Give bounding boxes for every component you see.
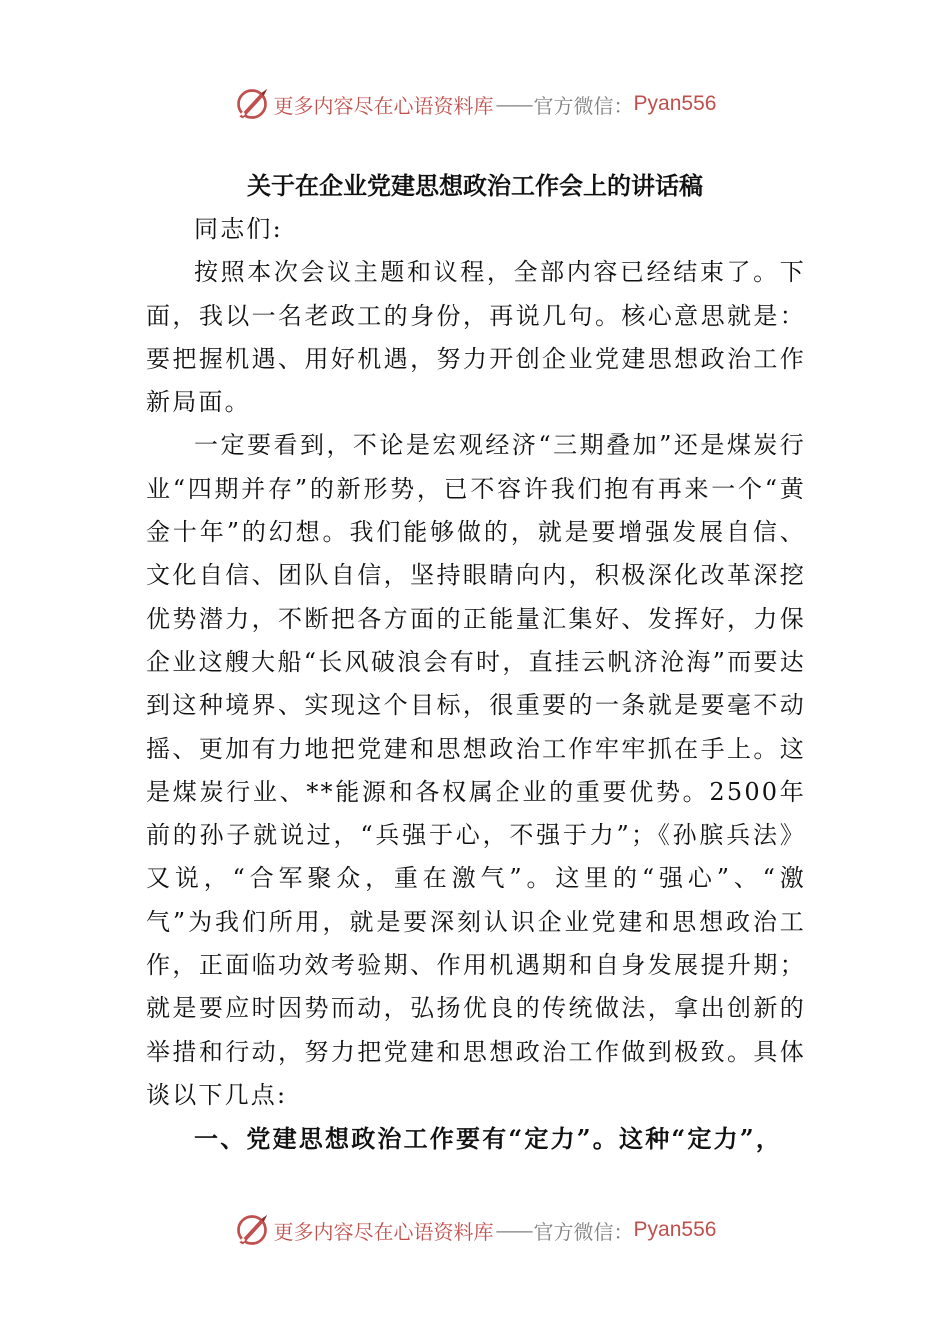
watermark-footer [0,1210,950,1250]
quill-pen-logo-icon [234,1212,270,1248]
watermark-wechat-label: 官方微信： [533,93,634,118]
watermark-wechat-label: 官方微信： [533,1219,634,1244]
watermark-site-name: 更多内容尽在心语资料库 [273,1219,494,1244]
quill-pen-logo-icon [234,86,270,122]
body-paragraph: 一定要看到，不论是宏观经济“三期叠加”还是煤炭行业“四期并存”的新形势，已不容许我们抱有再来一个“黄金十年”的幻想。我们能够做的，就是要增强发展自信、文化自信、团队自信，坚持眼睛向内，积极深化改革深挖优势潜力，不断把各方面的正能量汇集好、发挥好，力保企业这艘大船“长风破浪会有时，直挂云帆济沧海”而要达到这种境界、实现这个目标，很重要的一条就是要毫不动摇、更加有力地把党建和思想政治工作牢牢抓在手上。这是煤炭行业、**能源和各权属企业的重要优势。2500年前的孙子就说过，“兵强于心，不强于力”；《孙膑兵法》又说，“合军聚众，重在激气”。这里的“强心”、“激气”为我们所用，就是要深刻认识企业党建和思想政治工作，正面临功效考验期、作用机遇期和自身发展提升期；就是要应时因势而动，弘扬优良的传统做法，拿出创新的举措和行动，努力把党建和思想政治工作做到极致。具体谈以下几点: [146,431,806,1109]
watermark-dash: —— [495,1218,532,1242]
watermark-wechat-id: Pyan556 [633,92,717,115]
document-body [146,208,806,1161]
watermark-header [0,84,950,124]
salutation: 同志们: [194,215,283,243]
watermark-dash: —— [495,92,532,116]
section-heading: 一、党建思想政治工作要有“定力”。这种“定力”， [194,1124,783,1154]
watermark-wechat-id: Pyan556 [633,1218,717,1241]
document-title: 关于在企业党建思想政治工作会上的讲话稿 [247,171,703,200]
body-paragraph: 按照本次会议主题和议程，全部内容已经结束了。下面，我以一名老政工的身份，再说几句。核心意思就是：要把握机遇、用好机遇，努力开创企业党建思想政治工作新局面。 [146,258,806,417]
watermark-site-name: 更多内容尽在心语资料库 [273,93,494,118]
